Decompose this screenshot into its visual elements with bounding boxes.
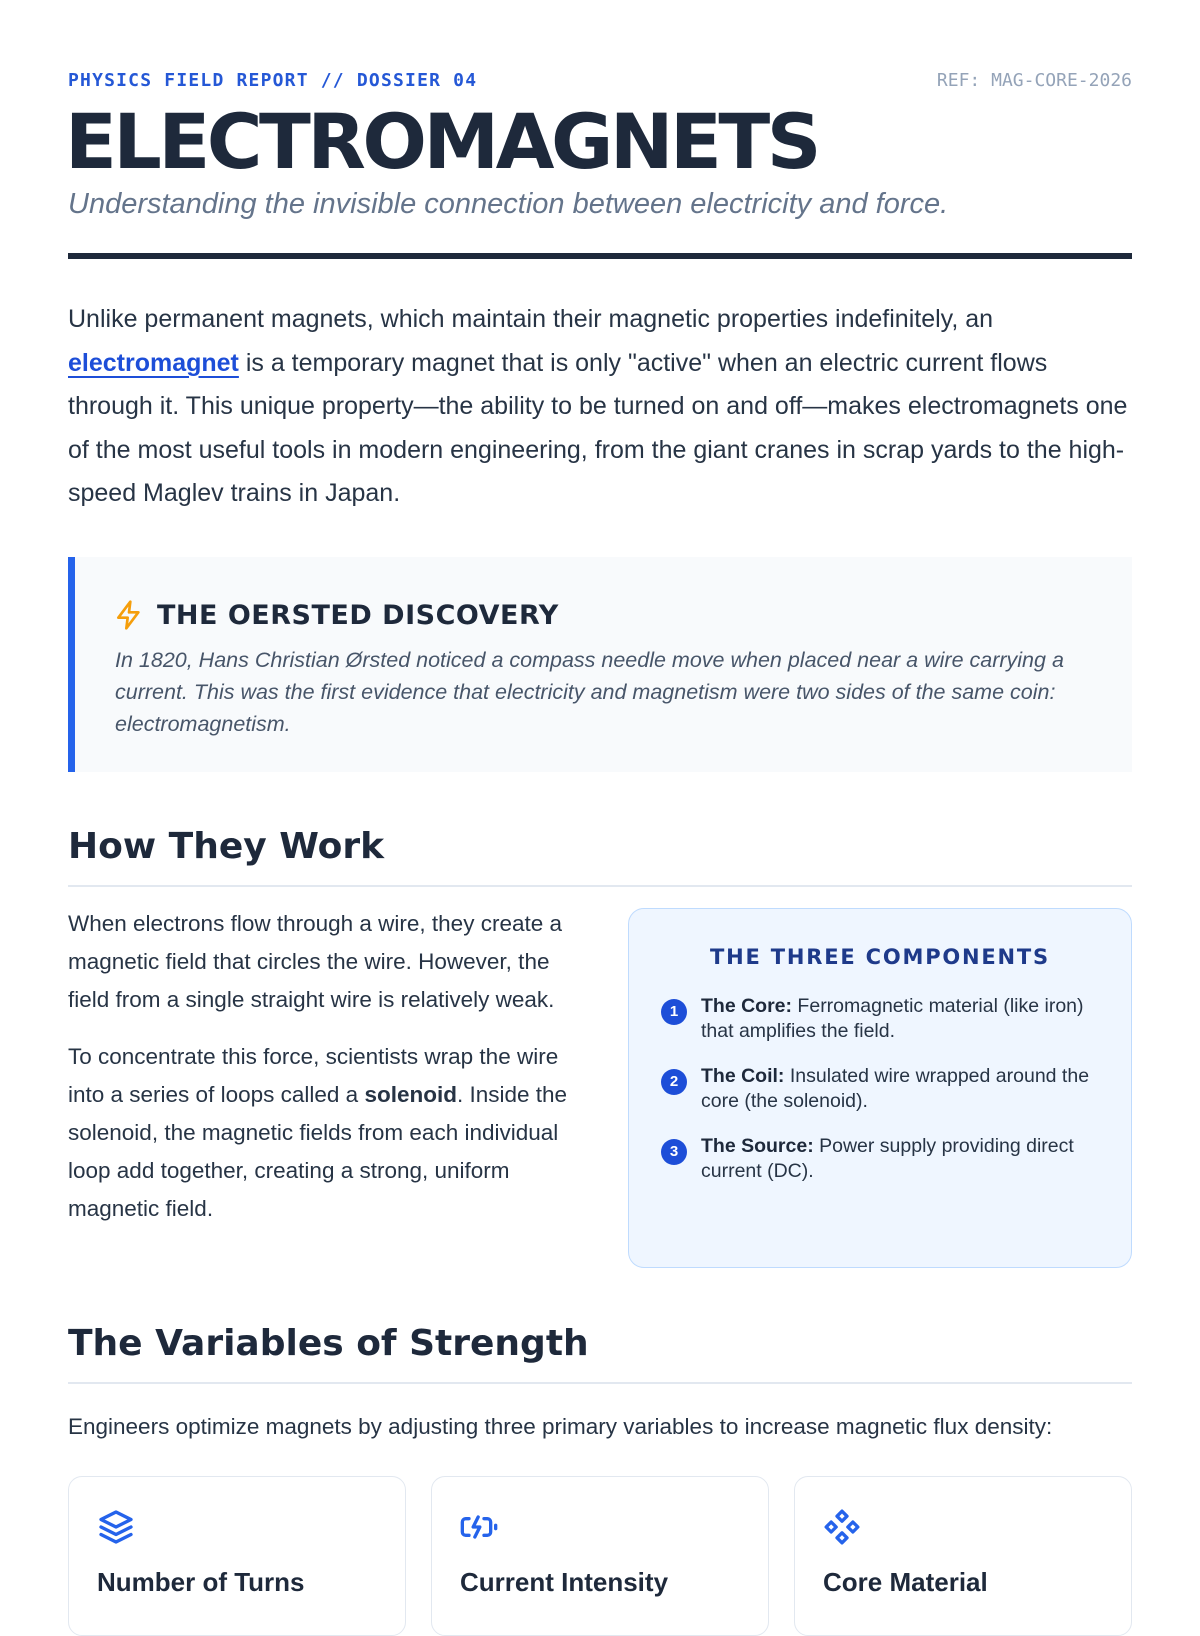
component-label: The Coil: [701, 1065, 785, 1087]
how-they-work-text [68, 905, 578, 1247]
work-paragraph-2 [68, 1038, 578, 1228]
page-subtitle: Understanding the invisible connection between electricity and force. [68, 188, 949, 220]
electromagnet-term-link[interactable]: electromagnet [68, 348, 239, 377]
variable-card-turns [68, 1476, 406, 1636]
battery-charging-icon [459, 1507, 499, 1547]
lightning-bolt-icon [113, 599, 145, 631]
variable-card-current [431, 1476, 769, 1636]
component-number-badge: 1 [661, 999, 687, 1025]
variable-card-core [794, 1476, 1132, 1636]
intro-lead: Unlike permanent magnets, which maintain their magnetic properties indefinitely, an [68, 305, 994, 333]
components-title: THE THREE COMPONENTS [710, 945, 1050, 969]
oersted-callout [68, 557, 1132, 772]
variable-card-title: Core Material [823, 1567, 988, 1597]
component-number-badge: 3 [661, 1139, 687, 1165]
component-description: Ferromagnetic material (like iron) that amplifies the field. [701, 995, 1084, 1042]
section-divider [68, 1382, 1132, 1384]
solenoid-term: solenoid [364, 1082, 457, 1107]
variables-intro: Engineers optimize magnets by adjusting three primary variables to increase magnetic flux density: [68, 1414, 1053, 1439]
header-divider [68, 253, 1132, 259]
work-paragraph-2-lead: To concentrate this force, scientists wrap the wire into a series of loops called a [68, 1044, 559, 1107]
reference-code: REF: MAG-CORE-2026 [936, 70, 1132, 91]
section-heading-variables: The Variables of Strength [68, 1323, 589, 1364]
component-label: The Source: [701, 1135, 814, 1157]
component-text [701, 1134, 1101, 1184]
work-paragraph-1: When electrons flow through a wire, they create a magnetic field that circles the wire. However, the field from a single straight wire is relatively weak. [68, 911, 563, 1012]
three-components-box [628, 908, 1132, 1268]
component-item-core [661, 994, 1101, 1044]
component-label: The Core: [701, 995, 793, 1017]
callout-header [113, 595, 559, 635]
component-item-source [661, 1134, 1101, 1184]
section-heading-how-they-work: How They Work [68, 826, 385, 867]
report-eyebrow: PHYSICS FIELD REPORT // DOSSIER 04 [68, 70, 478, 91]
component-text [701, 1064, 1101, 1114]
component-text [701, 994, 1101, 1044]
header-meta [68, 68, 1132, 92]
section-divider [68, 885, 1132, 887]
component-description: Power supply providing direct current (DC). [701, 1135, 1074, 1182]
component-item-coil [661, 1064, 1101, 1114]
variable-card-title: Number of Turns [97, 1567, 305, 1597]
intro-rest: is a temporary magnet that is only "active" when an electric current flows through it. This unique property—the ability to be turned on and off—makes electromagnets one of the most useful tools in modern engineering, from the giant cranes in scrap yards to the high-speed Maglev trains in Japan. [68, 348, 1128, 507]
work-paragraph-2-rest: . Inside the solenoid, the magnetic fields from each individual loop add together, creating a strong, uniform magnetic field. [68, 1082, 568, 1221]
page-title: ELECTROMAGNETS [65, 97, 818, 186]
intro-paragraph [68, 298, 1132, 516]
components-diamond-icon [822, 1507, 862, 1547]
component-description: Insulated wire wrapped around the core (the solenoid). [701, 1065, 1090, 1112]
component-number-badge: 2 [661, 1069, 687, 1095]
callout-title: THE OERSTED DISCOVERY [157, 599, 559, 631]
callout-body: In 1820, Hans Christian Ørsted noticed a compass needle move when placed near a wire carrying a current. This was the first evidence that electricity and magnetism were two sides of the same coin: electromagnetism. [115, 648, 1064, 736]
variable-card-title: Current Intensity [460, 1567, 669, 1597]
layers-icon [96, 1507, 136, 1547]
